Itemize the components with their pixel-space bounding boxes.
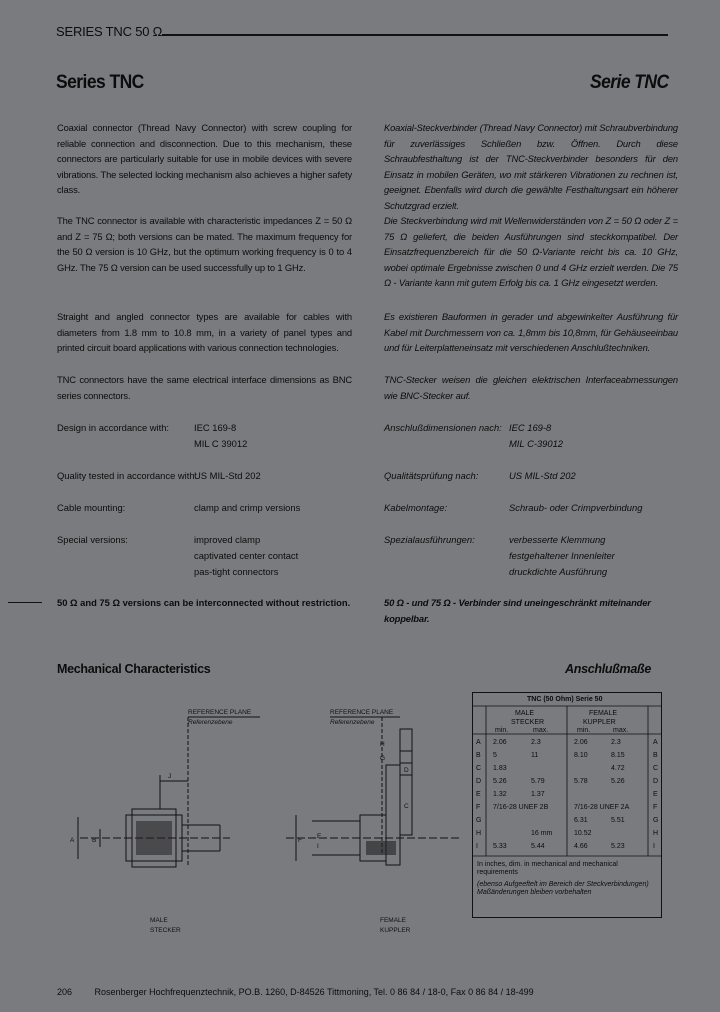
table-cell-male-min: 5 (493, 752, 497, 759)
ref-plane-right-label-de: Referenzebene (330, 719, 375, 726)
german-design-value-1: IEC 169-8 (509, 422, 552, 433)
dim-label-i: I (317, 843, 319, 850)
table-cell-female-min: 5.78 (574, 778, 588, 785)
footer (57, 987, 534, 997)
table-note: In inches, dim. in mechanical and mechanical requirements (477, 861, 618, 876)
table-cell-female-min: 6.31 (574, 817, 588, 824)
german-design-value-2: MIL C-39012 (509, 438, 564, 449)
german-paragraph-2: Die Steckverbindung wird mit Wellenwiderständen von Z = 50 Ω oder Z = 75 Ω geliefert, die beiden Ausführungen sind steckkompatibel. Der Einsatzfrequenzbereich für die 50 Ω-Variante reicht bis ca. 10 GHz, wobei optimale Ergebnisse zwischen 0 und 4 GHz erzielt werden. Die 75 Ω - Variante kann mit gutem Erfolg bis ca. 1 GHz eingesetzt werden. (384, 215, 678, 289)
german-special-value-3: druckdichte Ausführung (509, 566, 608, 577)
table-male-min-header: min. (495, 727, 509, 734)
connector-drawing (60, 705, 470, 945)
table-cell-letter: B (476, 752, 481, 759)
english-note: 50 Ω and 75 Ω versions can be interconnected without restriction. (57, 597, 351, 608)
german-design-label: Anschlußdimensionen nach: (384, 422, 502, 433)
table-cell-letter: C (476, 765, 482, 772)
table-cell-letter-right: E (653, 791, 658, 798)
german-cable-value: Schraub- oder Crimpverbindung (509, 502, 643, 513)
english-paragraph-2: The TNC connector is available with characteristic impedances Z = 50 Ω and Z = 75 Ω; both versions can be mated. The maximum frequency for the 50 Ω version is 10 GHz, but the optimum working frequency is 0 to 4 GHz. The 75 Ω version can be used successfully up to 1 GHz. (57, 215, 352, 273)
title-german: Serie TNC (590, 72, 669, 93)
header-rule (162, 34, 668, 36)
title-english: Series TNC (56, 72, 144, 93)
male-label-de: STECKER (150, 927, 181, 934)
female-hatch (366, 841, 396, 855)
table-cell-female-max: 5.26 (611, 778, 625, 785)
german-special-value-1: verbesserte Klemmung (509, 534, 606, 545)
table-cell-letter-right: H (653, 830, 659, 837)
company-info: Rosenberger Hochfrequenztechnik, PO.B. 1260, D-84526 Tittmoning, Tel. 0 86 84 / 18-0, Fax 0 86 84 / 18-499 (94, 987, 534, 997)
table-cell-letter-right: B (653, 752, 658, 759)
table-female-header-de: KUPPLER (583, 719, 616, 726)
dim-label-h: H (380, 741, 385, 748)
table-cell-male-max: 2.3 (531, 739, 541, 746)
design-label: Design in accordance with: (57, 422, 170, 433)
female-label-de: KUPPLER (380, 927, 411, 934)
male-label: MALE (150, 917, 168, 924)
german-quality-value: US MIL-Std 202 (509, 470, 576, 481)
german-paragraph-3: Es existieren Bauformen in gerader und abgewinkelter Ausführung für Kabel mit Durchmessern von ca. 1,8mm bis 10,8mm, für Gehäuseeinbau und für Leiterplatteneinsatz mit verschiedenen Anschlußtechniken. (384, 311, 678, 354)
margin-mark (8, 602, 42, 603)
quality-value: US MIL-Std 202 (194, 470, 261, 481)
table-cell-letter-right: G (653, 817, 659, 824)
dim-label-b: B (92, 837, 97, 844)
german-quality-label: Qualitätsprüfung nach: (384, 470, 479, 481)
dim-box-g (400, 751, 412, 763)
table-cell-letter: E (476, 791, 481, 798)
cable-label: Cable mounting: (57, 502, 126, 513)
table-cell-letter: F (476, 804, 481, 811)
table-cell-letter: H (476, 830, 482, 837)
table-cell-male-min: 7/16-28 UNEF 2B (493, 804, 549, 811)
special-value-2: captivated center contact (194, 550, 299, 561)
female-label: FEMALE (380, 917, 407, 924)
german-paragraph-4: TNC-Stecker weisen die gleichen elektrischen Interfaceabmessungen wie BNC-Stecker auf. (384, 374, 678, 401)
table-cell-female-max: 4.72 (611, 765, 625, 772)
design-value-2: MIL C 39012 (194, 438, 248, 449)
table-cell-letter-right: D (653, 778, 659, 785)
special-value-1: improved clamp (194, 534, 261, 545)
german-paragraph-1: Koaxial-Steckverbinder (Thread Navy Connector) mit Schraubverbindung für zuverlässiges Schließen bzw. Öffnen. Durch diese Schraubfesthaltung ist der TNC-Steckverbinder besonders für den Einsatz in mobilen Geräten, wo mit stärkeren Vibrationen zu rechnen ist, geeignet. Ebenfalls wird durch die gewählte Festhaltungsart ein höherer Schutzgrad erzielt. (384, 122, 678, 211)
german-special-label: Spezialausführungen: (384, 534, 475, 545)
table-cell-female-min: 10.52 (574, 830, 592, 837)
table-cell-male-min: 1.83 (493, 765, 507, 772)
table-female-header: FEMALE (589, 710, 618, 717)
table-cell-female-min: 7/16-28 UNEF 2A (574, 804, 630, 811)
table-cell-female-min: 4.66 (574, 843, 588, 850)
table-cell-male-max: 5.79 (531, 778, 545, 785)
dim-box-h (400, 729, 412, 751)
table-cell-letter: D (476, 778, 482, 785)
english-paragraph-4: TNC connectors have the same electrical interface dimensions as BNC series connectors. (57, 374, 352, 401)
male-hatch (136, 821, 172, 855)
table-cell-female-max: 5.23 (611, 843, 625, 850)
table-male-header: MALE (515, 710, 535, 717)
table-cell-male-min: 1.32 (493, 791, 507, 798)
dimension-table (472, 692, 662, 918)
table-cell-letter-right: C (653, 765, 659, 772)
table-cell-male-min: 2.06 (493, 739, 507, 746)
dim-label-a: A (70, 837, 75, 844)
english-paragraph-3: Straight and angled connector types are available for cables with diameters from 1.8 mm to 10.8 mm, in a variety of panel types and printed circuit board applications with various connection technologies. (57, 311, 352, 354)
special-label: Special versions: (57, 534, 128, 545)
table-cell-male-max: 11 (531, 752, 539, 759)
table-cell-male-max: 1.37 (531, 791, 545, 798)
table-cell-male-min: 5.33 (493, 843, 507, 850)
table-title: TNC (50 Ohm) Serie 50 (527, 696, 603, 703)
dim-label-j: J (168, 773, 172, 780)
dim-label-d: D (404, 767, 409, 774)
ref-plane-right-label: REFERENCE PLANE (330, 709, 394, 716)
table-cell-letter-right: F (653, 804, 658, 811)
table-male-max-header: max. (533, 727, 549, 734)
table-cell-letter: A (476, 739, 481, 746)
dim-label-c: C (404, 803, 409, 810)
table-cell-female-max: 8.15 (611, 752, 625, 759)
table-cell-letter: G (476, 817, 482, 824)
ref-plane-left-label-de: Referenzebene (188, 719, 233, 726)
series-header: SERIES TNC 50 Ω (56, 24, 163, 39)
dim-label-g: G (380, 755, 386, 762)
table-cell-female-min: 8.10 (574, 752, 588, 759)
quality-label: Quality tested in accordance with: (57, 470, 198, 481)
ref-plane-left-label: REFERENCE PLANE (188, 709, 252, 716)
english-paragraph-1: Coaxial connector (Thread Navy Connector) with screw coupling for reliable connection and disconnection. Due to this mechanism, these connectors are particularly suitable for use in mobile devices with severe vibrations. The selected locking mechanism also achieves a higher safety class. (57, 122, 352, 196)
table-cell-letter-right: I (653, 843, 655, 850)
table-female-max-header: max. (613, 727, 629, 734)
table-cell-female-min: 2.06 (574, 739, 588, 746)
table-female-min-header: min. (577, 727, 591, 734)
table-cell-letter-right: A (653, 739, 658, 746)
table-cell-female-max: 5.51 (611, 817, 625, 824)
special-value-3: pas-tight connectors (194, 566, 279, 577)
table-male-header-de: STECKER (511, 719, 545, 726)
german-note: 50 Ω - und 75 Ω - Verbinder sind uneingeschränkt miteinander koppelbar. (384, 597, 651, 624)
design-value-1: IEC 169-8 (194, 422, 237, 433)
german-special-value-2: festgehaltener Innenleiter (509, 550, 615, 561)
table-note-de: (ebenso Aufgeeftelt im Bereich der Steckverbindungen) Maßänderungen bleiben vorbehalten (477, 881, 649, 896)
cable-value: clamp and crimp versions (194, 502, 301, 513)
table-cell-letter: I (476, 843, 478, 850)
dim-label-f: F (298, 837, 302, 844)
table-cell-female-max: 2.3 (611, 739, 621, 746)
table-cell-male-min: 5.26 (493, 778, 507, 785)
dim-label-e: E (317, 833, 322, 840)
table-cell-male-max: 5.44 (531, 843, 545, 850)
mechanical-title-german: Anschlußmaße (565, 662, 651, 676)
page-number: 206 (57, 987, 73, 997)
mechanical-title: Mechanical Characteristics (57, 662, 211, 676)
german-cable-label: Kabelmontage: (384, 502, 448, 513)
table-cell-male-max: 16 mm (531, 830, 553, 837)
